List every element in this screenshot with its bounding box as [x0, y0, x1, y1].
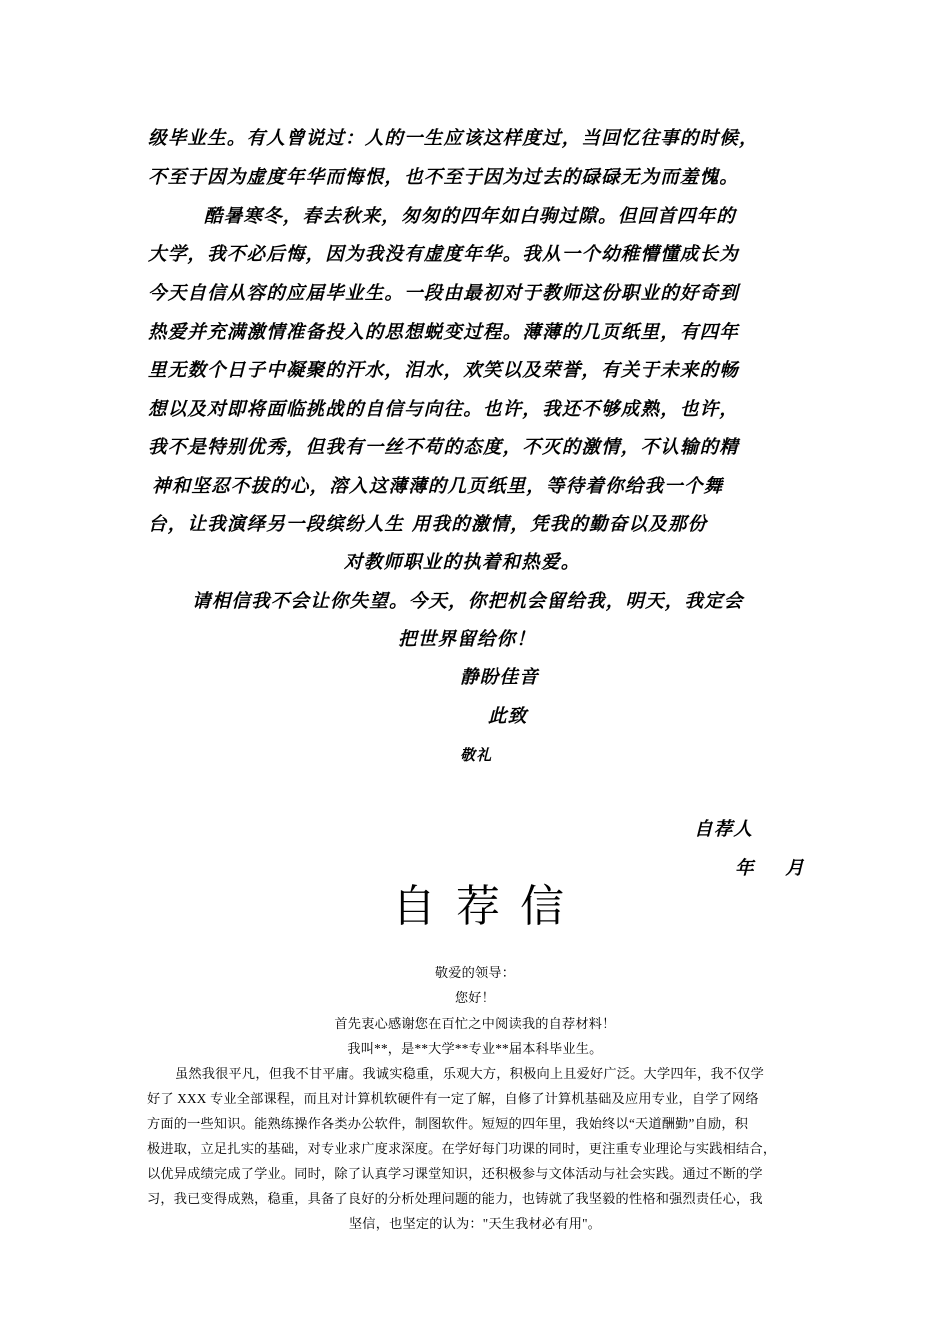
date-text: 年 月	[735, 858, 805, 879]
letter-line-1: 级毕业生。有人曾说过：人的一生应该这样度过，当回忆往事的时候，	[148, 128, 759, 149]
body-line-5: 以优异成绩完成了学业。同时，除了认真学习课堂知识，还积极参与文体活动与社会实践。通过不断的学	[147, 1166, 763, 1181]
body-line-6: 习，我已变得成熟，稳重，具备了良好的分析处理问题的能力，也铸就了我坚毅的性格和强烈责任心，我	[147, 1191, 763, 1206]
closing-text: 静盼佳音	[460, 667, 539, 688]
body-line-7: 坚信，也坚定的认为："天生我材必有用"。	[348, 1216, 602, 1231]
letter-line-5: 今天自信从容的应届毕业生。一段由最初对于教师这份职业的好奇到	[148, 283, 740, 304]
letter-line-8: 想以及对即将面临挑战的自信与向往。也许，我还不够成熟，也许，	[148, 399, 740, 420]
letter-line-6: 热爱并充满激情准备投入的思想蜕变过程。薄薄的几页纸里，有四年	[148, 322, 740, 343]
jing-li-text: 敬礼	[460, 746, 493, 764]
letter-line-11: 台，让我演绎另一段缤纷人生 用我的激情，凭我的勤奋以及那份	[148, 514, 708, 535]
letter-line-14: 把世界留给你！	[398, 629, 536, 650]
intro-text: 我叫**，是**大学**专业**届本科毕业生。	[347, 1041, 603, 1056]
thanks-text: 首先衷心感谢您在百忙之中阅读我的自荐材料！	[334, 1016, 616, 1031]
letter-line-7: 里无数个日子中凝聚的汗水，泪水，欢笑以及荣誉，有关于未来的畅	[148, 360, 740, 381]
body-line-1: 虽然我很平凡，但我不甘平庸。我诚实稳重，乐观大方，积极向上且爱好广泛。大学四年，我不仅学	[175, 1066, 765, 1081]
letter-line-12: 对教师职业的执着和热爱。	[344, 552, 581, 573]
letter-line-2: 不至于因为虚度年华而悔恨，也不至于因为过去的碌碌无为而羞愧。	[148, 167, 740, 188]
letter-line-10: 神和坚忍不拔的心，溶入这薄薄的几页纸里，等待着你给我一个舞	[152, 476, 724, 497]
letter-line-4: 大学，我不必后悔，因为我没有虚度年华。我从一个幼稚懵懂成长为	[148, 244, 740, 265]
hello-text: 您好！	[454, 990, 496, 1005]
letter-line-9: 我不是特别优秀，但我有一丝不苟的态度，不灭的激情，不认输的精	[148, 437, 740, 458]
body-line-4: 极进取，立足扎实的基础，对专业求广度求深度。在学好每门功课的同时，更注重专业理论与实践相结合，	[147, 1141, 777, 1156]
letter-line-3: 酷暑寒冬，春去秋来，匆匆的四年如白驹过隙。但回首四年的	[204, 206, 736, 227]
signer-text: 自荐人	[694, 819, 754, 840]
body-line-3: 方面的一些知识。能熟练操作各类办公软件，制图软件。短短的四年里，我始终以“天道酬勤”自励，积	[147, 1116, 749, 1131]
greeting-text: 敬爱的领导：	[434, 965, 516, 980]
page-title: 自荐信	[392, 881, 584, 932]
letter-line-13: 请相信我不会让你失望。今天，你把机会留给我，明天，我定会	[192, 591, 744, 612]
body-line-2: 好了 XXX 专业全部课程，而且对计算机软硬件有一定了解，自修了计算机基础及应用专业，自学了网络	[147, 1091, 759, 1106]
ci-zhi-text: 此致	[488, 706, 528, 727]
